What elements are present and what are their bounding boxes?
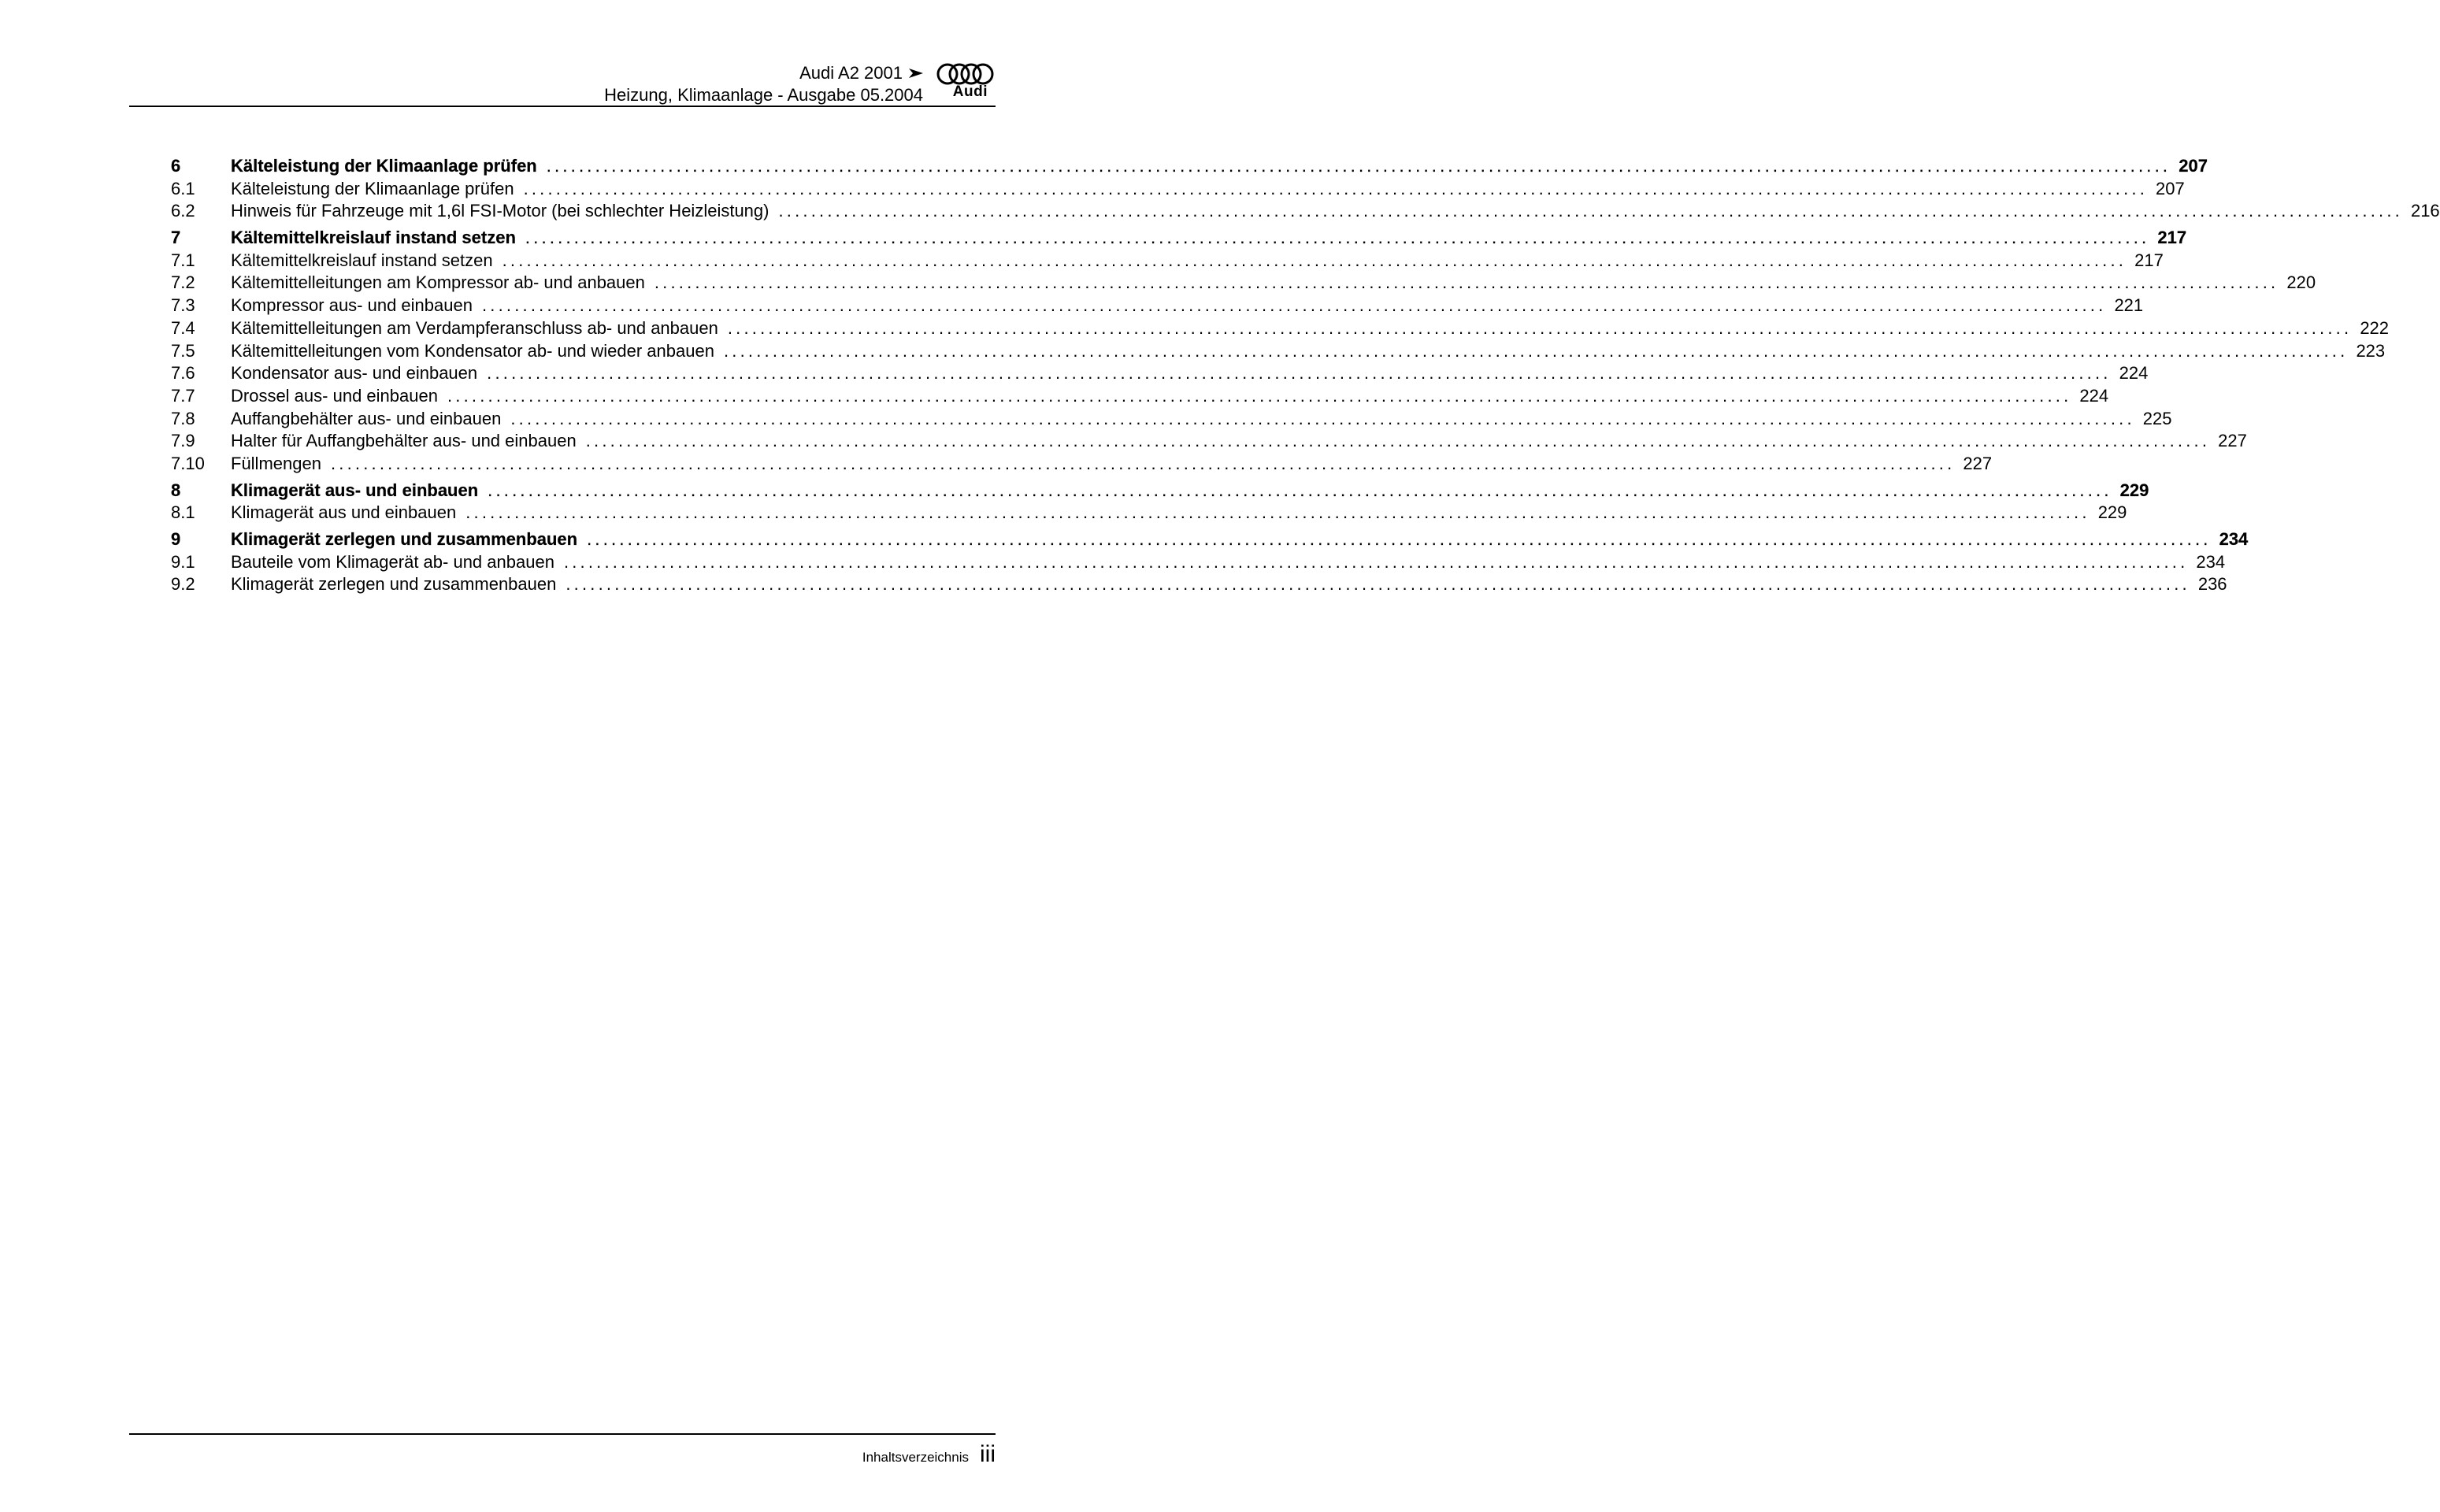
header-divider (129, 106, 996, 107)
toc-entry-title: Drossel aus- und einbauen (231, 385, 438, 406)
toc-entry-page: 229 (2097, 502, 2127, 523)
toc-chapter-entry[interactable] (171, 155, 2208, 178)
toc-entry-number: 9.2 (171, 574, 195, 595)
toc-entry-number: 7.6 (171, 363, 195, 384)
toc-leader-dots: ........................................................................................................................................................................................................ (654, 272, 2279, 293)
toc-chapter-entry[interactable] (171, 480, 2149, 502)
toc-entry-page: 234 (2219, 529, 2249, 549)
logo-text: Audi (952, 83, 988, 100)
toc-entry-number: 9 (171, 529, 181, 549)
toc-section-entry[interactable] (171, 178, 2185, 201)
toc-entry-title: Klimagerät aus und einbauen (231, 502, 457, 523)
toc-entry-page: 234 (2196, 551, 2226, 572)
table-of-contents (171, 155, 2440, 596)
toc-entry-number: 9.1 (171, 551, 195, 572)
toc-section-entry[interactable] (171, 573, 2227, 596)
toc-chapter-entry[interactable] (171, 528, 2249, 551)
toc-section-entry[interactable] (171, 385, 2109, 408)
toc-entry-title: Kompressor aus- und einbauen (231, 295, 473, 316)
toc-entry-page: 207 (2156, 178, 2185, 198)
toc-entry-title: Klimagerät zerlegen und zusammenbauen (231, 574, 557, 595)
toc-section-entry[interactable] (171, 340, 2386, 363)
toc-leader-dots: ........................................................................................................................................................................................................ (523, 178, 2149, 198)
toc-entry-number: 7.4 (171, 317, 195, 338)
footer-section-label: Inhaltsverzeichnis (862, 1450, 969, 1465)
toc-leader-dots: ........................................................................................................................................................................................................ (447, 385, 2072, 406)
toc-leader-dots: ........................................................................................................................................................................................................ (563, 551, 2189, 572)
toc-leader-dots: ........................................................................................................................................................................................................ (525, 228, 2150, 248)
toc-leader-dots: ........................................................................................................................................................................................................ (778, 201, 2403, 221)
toc-entry-title: Klimagerät zerlegen und zusammenbauen (231, 529, 578, 549)
toc-leader-dots: ........................................................................................................................................................................................................ (546, 156, 2171, 176)
toc-entry-page: 227 (2218, 431, 2247, 451)
toc-section-entry[interactable] (171, 200, 2440, 223)
toc-entry-title: Kältemittelleitungen am Kompressor ab- und anbauen (231, 272, 645, 293)
toc-entry-title: Füllmengen (231, 453, 321, 473)
toc-entry-title: Kälteleistung der Klimaanlage prüfen (231, 178, 514, 198)
toc-entry-title: Hinweis für Fahrzeuge mit 1,6l FSI-Motor (bei schlechter Heizleistung) (231, 201, 769, 221)
toc-section-entry[interactable] (171, 317, 2390, 340)
toc-entry-title: Kältemittelkreislauf instand setzen (231, 250, 493, 270)
header-model: Audi A2 2001 (799, 63, 903, 83)
toc-entry-number: 6.2 (171, 201, 195, 221)
toc-entry-number: 7.2 (171, 272, 195, 293)
toc-leader-dots: ........................................................................................................................................................................................................ (566, 574, 2190, 595)
toc-leader-dots: ........................................................................................................................................................................................................ (727, 317, 2353, 338)
toc-leader-dots: ........................................................................................................................................................................................................ (481, 295, 2107, 316)
toc-entry-page: 207 (2179, 156, 2208, 176)
toc-leader-dots: ........................................................................................................................................................................................................ (587, 529, 2212, 549)
toc-leader-dots: ........................................................................................................................................................................................................ (510, 408, 2135, 428)
toc-leader-dots: ........................................................................................................................................................................................................ (488, 480, 2112, 500)
toc-entry-title: Kondensator aus- und einbauen (231, 363, 478, 384)
toc-entry-number: 7 (171, 228, 181, 248)
toc-entry-number: 7.10 (171, 453, 205, 473)
toc-section-entry[interactable] (171, 551, 2226, 574)
page-header (129, 58, 996, 106)
toc-entry-title: Auffangbehälter aus- und einbauen (231, 408, 502, 428)
toc-chapter-entry[interactable] (171, 227, 2187, 250)
toc-entry-page: 227 (1963, 453, 1993, 473)
toc-entry-number: 7.3 (171, 295, 195, 316)
header-text (604, 62, 923, 106)
toc-entry-page: 225 (2142, 408, 2172, 428)
footer-divider (129, 1433, 996, 1435)
toc-entry-page: 221 (2114, 295, 2144, 316)
toc-leader-dots: ........................................................................................................................................................................................................ (465, 502, 2090, 523)
toc-entry-page: 217 (2134, 250, 2164, 270)
toc-leader-dots: ........................................................................................................................................................................................................ (585, 431, 2211, 451)
toc-section-entry[interactable] (171, 295, 2144, 317)
toc-entry-number: 7.7 (171, 385, 195, 406)
toc-entry-number: 8.1 (171, 502, 195, 523)
toc-section-entry[interactable] (171, 430, 2247, 453)
toc-entry-page: 224 (2119, 363, 2149, 384)
toc-leader-dots: ........................................................................................................................................................................................................ (723, 340, 2349, 361)
toc-entry-number: 7.8 (171, 408, 195, 428)
toc-leader-dots: ........................................................................................................................................................................................................ (487, 363, 2112, 384)
toc-entry-title: Halter für Auffangbehälter aus- und einbauen (231, 431, 577, 451)
toc-section-entry[interactable] (171, 408, 2172, 431)
page-number: iii (980, 1441, 996, 1467)
toc-section-entry[interactable] (171, 502, 2127, 524)
toc-entry-number: 7.1 (171, 250, 195, 270)
toc-entry-title: Kältemittelkreislauf instand setzen (231, 228, 516, 248)
toc-entry-number: 6 (171, 156, 181, 176)
toc-entry-page: 217 (2157, 228, 2187, 248)
toc-leader-dots: ........................................................................................................................................................................................................ (502, 250, 2127, 270)
page-footer (862, 1441, 996, 1468)
toc-entry-title: Kälteleistung der Klimaanlage prüfen (231, 156, 537, 176)
toc-leader-dots: ........................................................................................................................................................................................................ (330, 453, 1956, 473)
toc-entry-number: 8 (171, 480, 181, 500)
toc-entry-page: 224 (2079, 385, 2109, 406)
toc-entry-number: 6.1 (171, 178, 195, 198)
toc-entry-title: Kältemittelleitungen vom Kondensator ab- und wieder anbauen (231, 340, 714, 361)
toc-section-entry[interactable] (171, 250, 2164, 272)
toc-entry-page: 223 (2356, 340, 2386, 361)
toc-entry-number: 7.9 (171, 431, 195, 451)
toc-entry-page: 216 (2410, 201, 2440, 221)
toc-entry-page: 222 (2360, 317, 2390, 338)
toc-entry-title: Bauteile vom Klimagerät ab- und anbauen (231, 551, 554, 572)
toc-entry-title: Kältemittelleitungen am Verdampferanschluss ab- und anbauen (231, 317, 718, 338)
toc-entry-number: 7.5 (171, 340, 195, 361)
header-subtitle: Heizung, Klimaanlage - Ausgabe 05.2004 (604, 85, 923, 105)
arrow-right-icon (909, 68, 923, 79)
toc-entry-page: 220 (2286, 272, 2316, 293)
toc-section-entry[interactable] (171, 453, 1993, 476)
toc-section-entry[interactable] (171, 272, 2316, 295)
toc-entry-page: 229 (2119, 480, 2149, 500)
toc-entry-page: 236 (2197, 574, 2227, 595)
toc-entry-title: Klimagerät aus- und einbauen (231, 480, 479, 500)
toc-section-entry[interactable] (171, 362, 2149, 385)
